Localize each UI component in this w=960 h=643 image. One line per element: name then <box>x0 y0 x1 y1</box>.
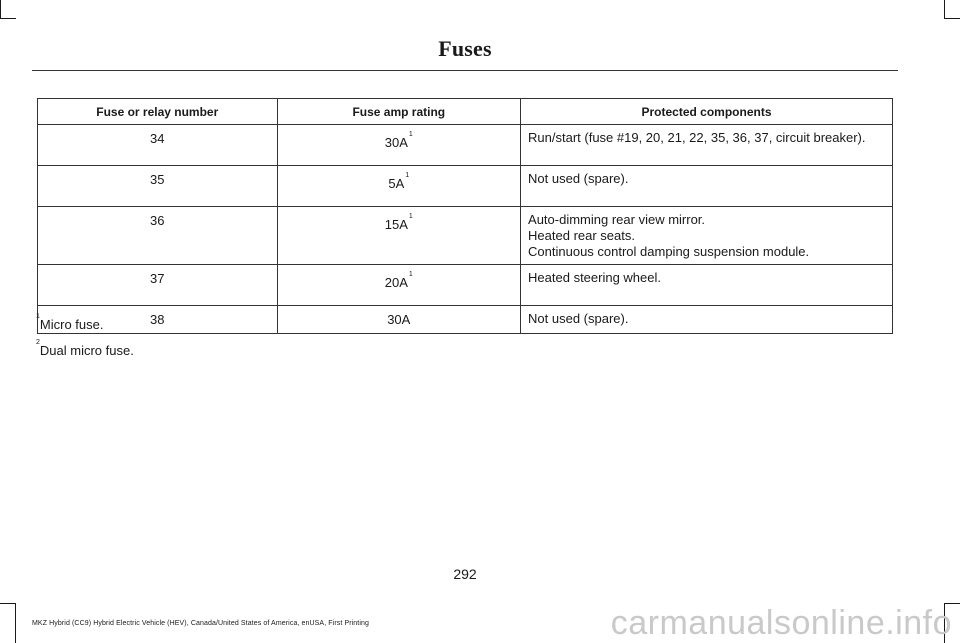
protected-components <box>521 265 893 306</box>
column-header-protected-components: Protected components <box>521 99 893 125</box>
column-header-fuse-number: Fuse or relay number <box>38 99 278 125</box>
fuse-number: 35 <box>38 166 278 207</box>
amp-rating <box>277 166 521 207</box>
protected-components <box>521 207 893 265</box>
footnote-text: Dual micro fuse. <box>39 343 134 358</box>
footnote-text: Micro fuse. <box>39 317 104 332</box>
publication-footer: MKZ Hybrid (CC9) Hybrid Electric Vehicle (HEV), Canada/United States of America, enUSA, First Printing <box>32 620 369 627</box>
amp-value: 30A <box>387 312 411 327</box>
amp-value: 30A <box>384 135 408 150</box>
amp-rating <box>277 306 521 334</box>
fuse-number: 34 <box>38 125 278 166</box>
component-line: Not used (spare). <box>528 171 629 186</box>
component-line: Continuous control damping suspension module. <box>528 244 810 259</box>
footnote-mark: 1 <box>408 271 413 278</box>
component-line: Run/start (fuse #19, 20, 21, 22, 35, 36, 37, circuit breaker). <box>528 130 866 145</box>
footnote-mark: 2 <box>36 339 40 346</box>
component-line: Heated steering wheel. <box>528 270 662 285</box>
fuse-table <box>37 98 893 334</box>
title-divider <box>32 70 898 71</box>
footnote-mark: 1 <box>408 213 413 220</box>
footnote-mark: 1 <box>405 172 410 179</box>
amp-rating <box>277 207 521 265</box>
amp-value: 15A <box>384 217 408 232</box>
crop-mark <box>0 603 16 604</box>
amp-rating <box>277 125 521 166</box>
footnote <box>36 339 134 358</box>
amp-rating <box>277 265 521 306</box>
table-row <box>38 166 893 207</box>
amp-value: 20A <box>384 275 408 290</box>
column-header-amp-rating: Fuse amp rating <box>277 99 521 125</box>
fuse-number: 36 <box>38 207 278 265</box>
crop-mark <box>15 603 16 643</box>
table-row <box>38 125 893 166</box>
crop-mark <box>944 0 945 18</box>
page-number: 292 <box>453 566 477 582</box>
component-line: Not used (spare). <box>528 311 629 326</box>
watermark: carmanualsonline.info <box>610 604 952 642</box>
footnote-mark: 1 <box>408 131 413 138</box>
crop-mark <box>944 18 960 19</box>
table-row <box>38 265 893 306</box>
amp-value: 5A <box>388 176 405 191</box>
component-line: Auto-dimming rear view mirror. <box>528 212 706 227</box>
footnote <box>36 313 104 332</box>
component-line: Heated rear seats. <box>528 228 635 243</box>
footnote-mark: 1 <box>36 313 40 320</box>
table-row <box>38 306 893 334</box>
protected-components <box>521 306 893 334</box>
crop-mark <box>0 18 16 19</box>
protected-components <box>521 166 893 207</box>
protected-components <box>521 125 893 166</box>
crop-mark <box>0 0 1 18</box>
table-row <box>38 207 893 265</box>
page-title: Fuses <box>438 36 492 61</box>
table-header-row <box>38 99 893 125</box>
fuse-number: 38 <box>38 306 278 334</box>
fuse-number: 37 <box>38 265 278 306</box>
